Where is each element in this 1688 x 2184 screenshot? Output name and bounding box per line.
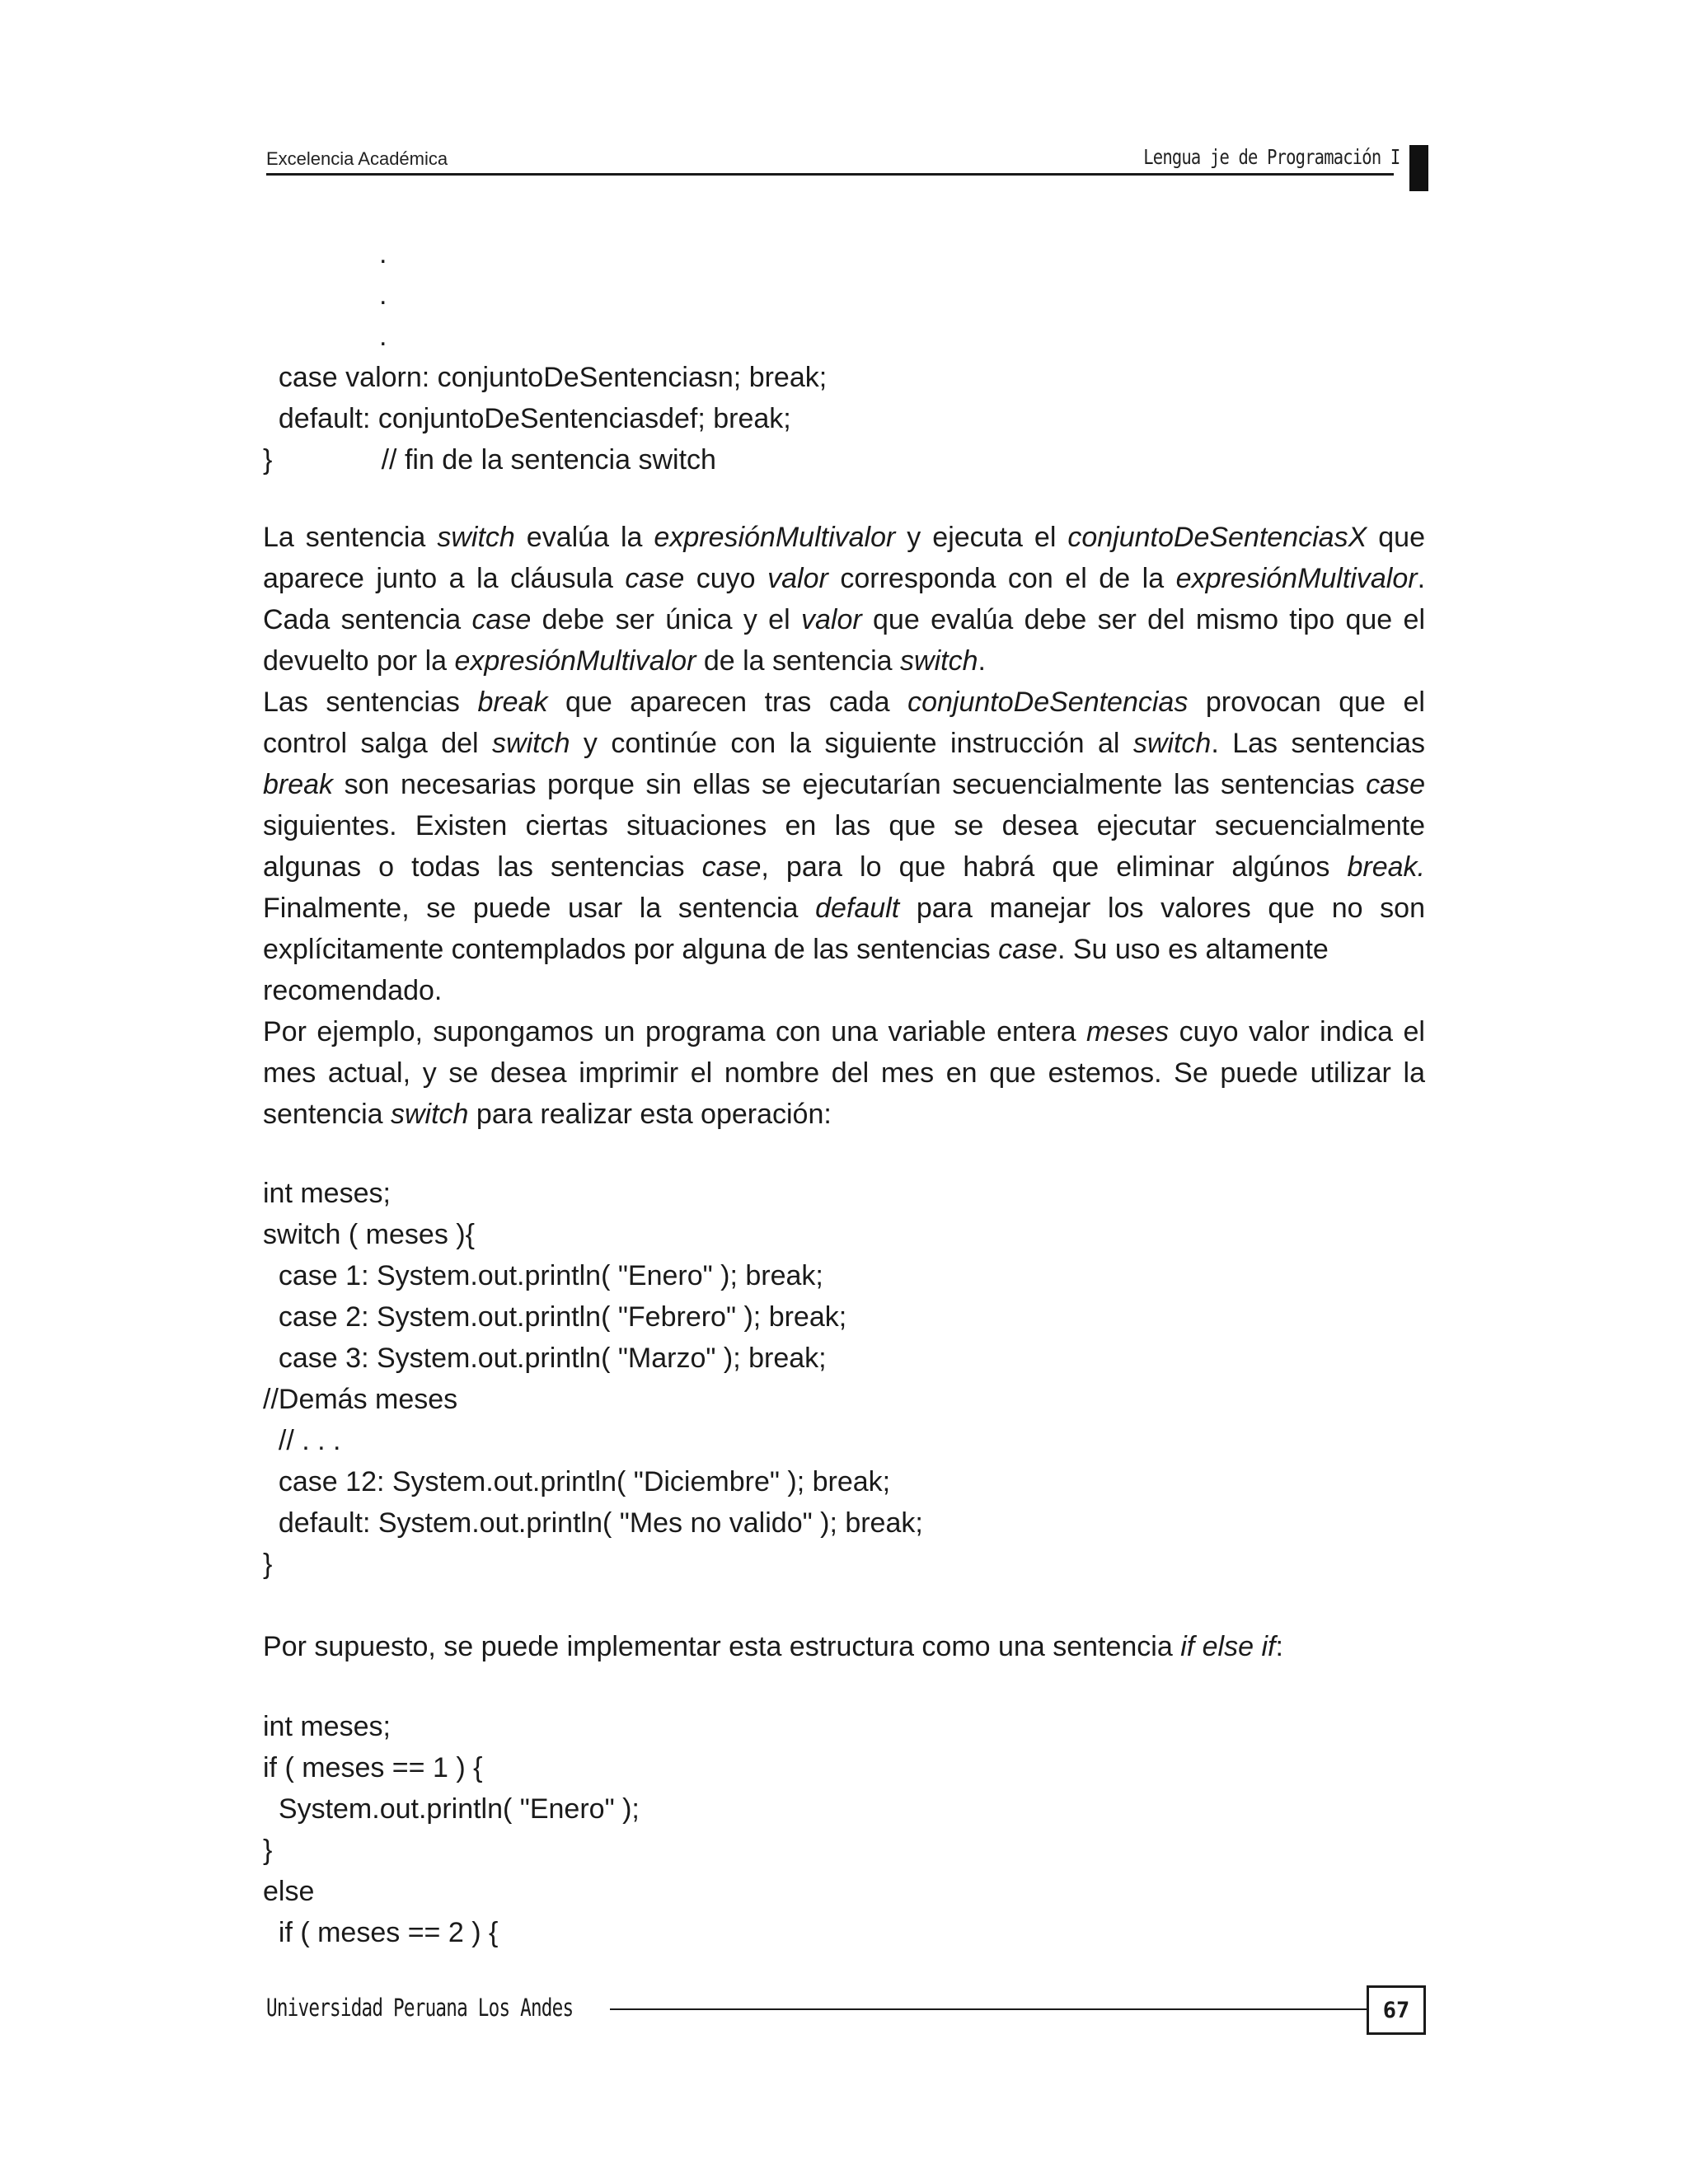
italic-term: valor (767, 563, 828, 594)
text-segment: control salga del (263, 728, 493, 759)
code-line: } // fin de la sentencia switch (263, 444, 716, 476)
code-line: case valorn: conjuntoDeSentenciasn; break; (263, 362, 828, 393)
text-line (263, 599, 1425, 640)
text-line (263, 1052, 1425, 1094)
text-segment: son necesarias porque sin ellas se ejecutarían secuencialmente las sentencias (333, 769, 1367, 800)
italic-term: expresiónMultivalor (1175, 563, 1418, 594)
text-line (263, 640, 1425, 682)
code-line: if ( meses == 1 ) { (263, 1752, 483, 1783)
italic-term: break (477, 687, 548, 718)
text-line (263, 682, 1425, 723)
text-segment: Cada sentencia (263, 604, 472, 635)
text-segment: Por supuesto, se puede implementar esta estructura como una sentencia (263, 1631, 1181, 1662)
text-line (263, 846, 1425, 888)
italic-term: case (471, 604, 532, 635)
italic-term: valor (800, 604, 862, 635)
italic-term: case (998, 934, 1057, 965)
code-line: case 3: System.out.println( "Marzo" ); break; (263, 1343, 827, 1374)
italic-term: case (1366, 769, 1425, 800)
italic-term: expresiónMultivalor (654, 522, 896, 553)
italic-term: switch (391, 1099, 469, 1130)
italic-term: conjuntoDeSentenciasX (1067, 522, 1367, 553)
text-segment: aparece junto a la cláusula (263, 563, 626, 594)
text-segment: cuyo (684, 563, 768, 594)
code-line: default: conjuntoDeSentenciasdef; break; (263, 403, 791, 434)
text-segment: , para lo que habrá que eliminar algúnos (761, 851, 1348, 883)
text-line (263, 970, 1425, 1011)
italic-term: default (815, 893, 900, 924)
code-line: default: System.out.println( "Mes no valido" ); break; (263, 1507, 923, 1539)
text-segment: La sentencia (263, 522, 438, 553)
footer-rule (610, 2008, 1367, 2010)
body-paragraphs (263, 517, 1425, 1135)
text-line (263, 805, 1425, 846)
text-segment: cuyo valor indica el (1169, 1016, 1425, 1047)
text-segment: . Su uso es altamente (1057, 934, 1329, 965)
page-number: 67 (1367, 1985, 1426, 2035)
text-line (263, 558, 1425, 599)
italic-term: case (625, 563, 685, 594)
code-line: //Demás meses (263, 1384, 458, 1415)
ifelse-paragraph (263, 1626, 1425, 1667)
code-line: case 1: System.out.println( "Enero" ); break; (263, 1260, 823, 1291)
text-segment: Por ejemplo, supongamos un programa con una variable entera (263, 1016, 1087, 1047)
text-line (263, 1011, 1425, 1052)
italic-term: switch (492, 728, 570, 759)
italic-term: break (263, 769, 334, 800)
code-line: switch ( meses ){ (263, 1219, 475, 1250)
text-line (263, 723, 1425, 764)
text-segment: que (1367, 522, 1425, 553)
text-segment: explícitamente contemplados por alguna de las sentencias (263, 934, 999, 965)
header-right-text: Lengua je de Programación I (1142, 145, 1400, 169)
code-line: } (263, 1549, 273, 1580)
text-line (263, 517, 1425, 558)
header-tab-marker (1409, 145, 1428, 191)
italic-term: case (701, 851, 762, 883)
code-line: else (263, 1876, 315, 1907)
italic-term: meses (1086, 1016, 1170, 1047)
text-segment: recomendado. (263, 975, 443, 1006)
text-line (263, 1094, 1425, 1135)
text-line (263, 764, 1425, 805)
text-segment: y ejecuta el (895, 522, 1068, 553)
text-segment: que aparecen tras cada (547, 687, 908, 718)
text-segment: devuelto por la (263, 645, 455, 677)
text-segment: para manejar los valores que no son (899, 893, 1425, 924)
text-segment: evalúa la (514, 522, 654, 553)
text-segment: para realizar esta operación: (468, 1099, 832, 1130)
header-rule (266, 173, 1394, 176)
code-line: int meses; (263, 1711, 391, 1742)
code-line: case 2: System.out.println( "Febrero" ); break; (263, 1301, 847, 1333)
text-line (263, 1626, 1425, 1667)
text-segment: siguientes. Existen ciertas situaciones en las que se desea ejecutar secuencialmente (263, 810, 1425, 841)
italic-term: if else if (1180, 1631, 1276, 1662)
header-left-text: Excelencia Académica (266, 148, 448, 169)
code-line: // . . . (263, 1425, 341, 1456)
text-segment: . (978, 645, 986, 677)
text-segment: debe ser única y el (531, 604, 801, 635)
text-segment: que evalúa debe ser del mismo tipo que el (861, 604, 1425, 635)
text-segment: y continúe con la siguiente instrucción al (570, 728, 1133, 759)
text-segment: Las sentencias (263, 687, 478, 718)
italic-term: expresiónMultivalor (454, 645, 696, 677)
italic-term: switch (900, 645, 978, 677)
italic-term: switch (1132, 728, 1212, 759)
code-line: System.out.println( "Enero" ); (263, 1793, 640, 1825)
code-line: . (379, 321, 387, 352)
text-segment: sentencia (263, 1099, 391, 1130)
text-segment: provocan que el (1188, 687, 1425, 718)
code-line: if ( meses == 2 ) { (263, 1917, 499, 1948)
code-line: int meses; (263, 1178, 391, 1209)
text-segment: . Las sentencias (1211, 728, 1426, 759)
code-line: } (263, 1835, 273, 1866)
text-segment: Finalmente, se puede usar la sentencia (263, 893, 816, 924)
code-line: . (379, 279, 387, 311)
text-line (263, 929, 1425, 970)
italic-term: break. (1347, 851, 1425, 883)
italic-term: switch (437, 522, 515, 553)
footer-university: Universidad Peruana Los Andes (266, 1994, 574, 2022)
text-segment: mes actual, y se desea imprimir el nombre del mes en que estemos. Se puede utilizar la (263, 1057, 1425, 1089)
text-segment: corresponda con el de la (828, 563, 1176, 594)
text-line (263, 888, 1425, 929)
text-segment: algunas o todas las sentencias (263, 851, 702, 883)
code-line: . (379, 238, 387, 269)
text-segment: . (1417, 563, 1426, 594)
text-segment: : (1275, 1631, 1283, 1662)
code-line: case 12: System.out.println( "Diciembre" ); break; (263, 1466, 891, 1497)
italic-term: conjuntoDeSentencias (907, 687, 1189, 718)
text-segment: de la sentencia (696, 645, 901, 677)
